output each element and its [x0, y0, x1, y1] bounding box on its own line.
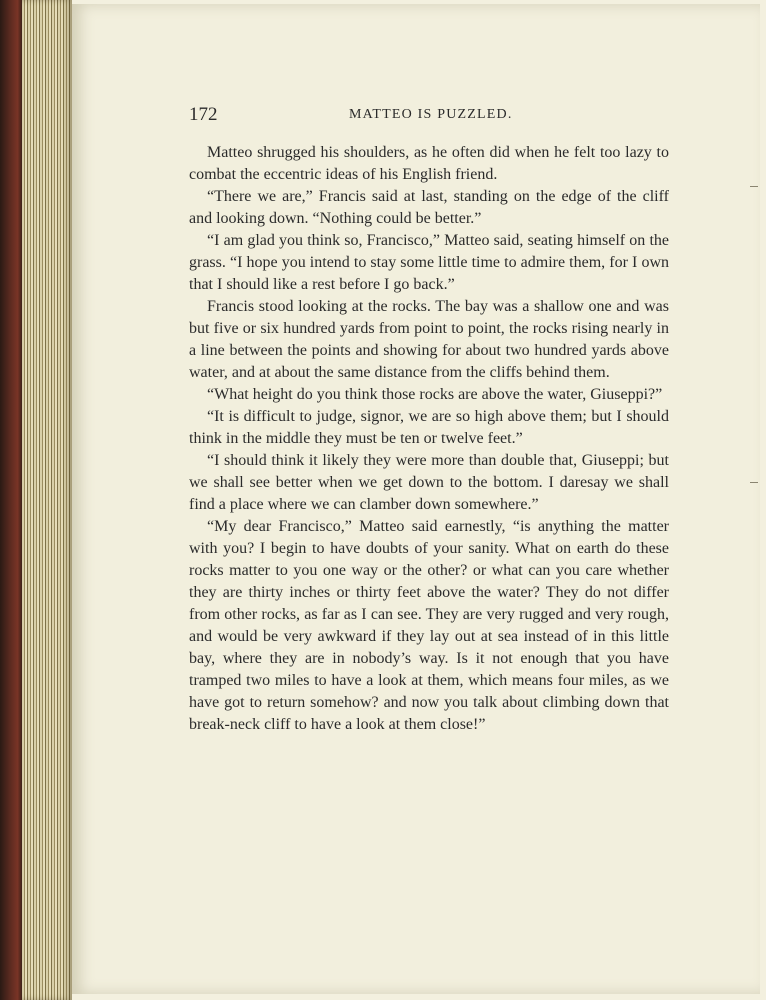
- paragraph: “It is difficult to judge, signor, we are so high above them; but I should think in the middle they must be ten or twelve feet.”: [189, 408, 669, 447]
- page-number: 172: [189, 104, 218, 125]
- book-binding: [0, 0, 22, 1000]
- running-head: MATTEO IS PUZZLED.: [349, 107, 513, 122]
- margin-mark: [750, 186, 758, 187]
- paragraph: Francis stood looking at the rocks. The bay was a shallow one and was but five or six hundred yards from point to point, the rocks rising nearly in a line between the points and showing for about two hundred yards above water, and at about the same distance from the cliffs behind them.: [189, 298, 669, 381]
- page-edges: [22, 0, 72, 1000]
- paragraph: “My dear Francisco,” Matteo said earnestly, “is anything the matter with you? I begin to have doubts of your sanity. What on earth do these rocks matter to you one way or the other? or what can you care whether they are thirty inches or thirty feet above the water? They do not differ from other rocks, as far as I can see. They are very rugged and very rough, and would be very awkward if they lay out at sea instead of in this little bay, where they are in nobody’s way. Is it not enough that you have tramped two miles to have a look at them, which means four miles, as we have got to return somehow? and now you talk about climbing down that break-neck cliff to have a look at them close!”: [189, 518, 669, 733]
- paragraph: “What height do you think those rocks are above the water, Giuseppi?”: [207, 386, 663, 403]
- page-header: [189, 104, 669, 128]
- paragraph: “I should think it likely they were more than double that, Giuseppi; but we shall see better when we get down to the bottom. I daresay we shall find a place where we can clamber down somewhere.”: [189, 452, 669, 513]
- margin-mark: [750, 482, 758, 483]
- paragraph: “I am glad you think so, Francisco,” Matteo said, seating himself on the grass. “I hope you intend to stay some little time to admire them, for I own that I should like a rest before I go back.”: [189, 232, 669, 293]
- body-text: [189, 142, 669, 736]
- paragraph: “There we are,” Francis said at last, standing on the edge of the cliff and looking down. “Nothing could be better.”: [189, 188, 669, 227]
- paragraph: Matteo shrugged his shoulders, as he often did when he felt too lazy to combat the eccentric ideas of his English friend.: [189, 144, 669, 183]
